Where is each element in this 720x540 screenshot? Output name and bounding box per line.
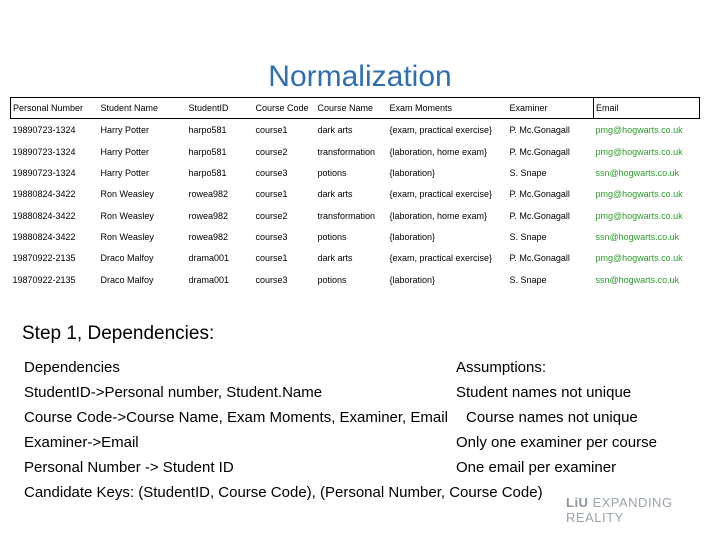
- email-cell[interactable]: ssn@hogwarts.co.uk: [595, 167, 680, 178]
- assumptions-label: Assumptions:: [456, 359, 547, 376]
- table-cell: 19880824-3422: [12, 231, 76, 242]
- table-cell: Harry Potter: [100, 124, 150, 135]
- table-cell: Harry Potter: [100, 146, 150, 157]
- assumption-item: Student names not unique: [456, 384, 632, 401]
- table-cell: Ron Weasley: [100, 210, 154, 221]
- table-cell: 19890723-1324: [12, 146, 76, 157]
- table-cell: dark arts: [317, 124, 353, 135]
- email-cell[interactable]: pmg@hogwarts.co.uk: [595, 210, 683, 221]
- email-cell[interactable]: pmg@hogwarts.co.uk: [595, 146, 683, 157]
- table-cell: 19870922-2135: [12, 274, 76, 285]
- table-cell: harpo581: [188, 124, 227, 135]
- table-cell: P. Mc.Gonagall: [509, 188, 570, 199]
- column-header: Email: [594, 98, 700, 119]
- table-cell: P. Mc.Gonagall: [509, 252, 570, 263]
- dependency-item: Course Code->Course Name, Exam Moments, Examiner, Email: [24, 409, 448, 426]
- liu-logo: [566, 495, 720, 525]
- column-header: Student Name: [100, 103, 159, 113]
- table-row: [11, 227, 700, 247]
- table-row: [11, 141, 700, 163]
- table-cell: transformation: [317, 210, 376, 221]
- email-cell[interactable]: pmg@hogwarts.co.uk: [595, 252, 683, 263]
- normalization-table: [10, 97, 700, 291]
- table-cell: P. Mc.Gonagall: [509, 210, 570, 221]
- table-cell: course1: [255, 252, 288, 263]
- table-cell: S. Snape: [509, 231, 547, 242]
- table-cell: harpo581: [188, 146, 227, 157]
- dependencies-label: Dependencies: [24, 359, 120, 376]
- table-cell: course2: [255, 210, 288, 221]
- table-cell: transformation: [317, 146, 376, 157]
- table-cell: P. Mc.Gonagall: [509, 124, 570, 135]
- table-cell: Ron Weasley: [100, 231, 154, 242]
- email-cell[interactable]: ssn@hogwarts.co.uk: [595, 274, 680, 285]
- table-header-row: [11, 98, 700, 119]
- assumption-item: Course names not unique: [466, 409, 638, 426]
- table-cell: S. Snape: [509, 274, 547, 285]
- assumption-item: Only one examiner per course: [456, 434, 657, 451]
- table-row: [11, 205, 700, 227]
- column-header: Personal Number: [13, 103, 84, 113]
- column-header: Course Name: [317, 103, 374, 113]
- table-cell: {laboration, home exam}: [389, 146, 488, 157]
- logo-text: EXPANDING REALITY: [566, 495, 673, 525]
- table-cell: Ron Weasley: [100, 188, 154, 199]
- column-header: StudentID: [188, 103, 229, 113]
- candidate-keys: Candidate Keys: (StudentID, Course Code), (Personal Number, Course Code): [24, 484, 543, 501]
- table-cell: {laboration}: [389, 274, 436, 285]
- dependency-item: Examiner->Email: [24, 434, 139, 451]
- table-cell: course2: [255, 146, 288, 157]
- table-cell: Draco Malfoy: [100, 274, 154, 285]
- logo-mark: LiU: [566, 495, 589, 510]
- table-cell: course3: [255, 167, 288, 178]
- table-cell: course3: [255, 231, 288, 242]
- table-row: [11, 163, 700, 183]
- column-header: Course Code: [255, 103, 309, 113]
- table-cell: course1: [255, 124, 288, 135]
- email-cell[interactable]: pmg@hogwarts.co.uk: [595, 124, 683, 135]
- table-row: [11, 119, 700, 141]
- assumption-item: One email per examiner: [456, 459, 617, 476]
- email-cell[interactable]: ssn@hogwarts.co.uk: [595, 231, 680, 242]
- table-cell: rowea982: [188, 210, 229, 221]
- table-row: [11, 247, 700, 269]
- table-cell: 19890723-1324: [12, 167, 76, 178]
- table-cell: Draco Malfoy: [100, 252, 154, 263]
- email-cell[interactable]: pmg@hogwarts.co.uk: [595, 188, 683, 199]
- table-cell: drama001: [188, 274, 230, 285]
- table-cell: dark arts: [317, 188, 353, 199]
- table-cell: 19880824-3422: [12, 188, 76, 199]
- table-cell: course3: [255, 274, 288, 285]
- table-row: [11, 183, 700, 205]
- column-header: Examiner: [509, 103, 548, 113]
- table-cell: 19880824-3422: [12, 210, 76, 221]
- dependency-item: Personal Number -> Student ID: [24, 459, 234, 476]
- table-cell: 19870922-2135: [12, 252, 76, 263]
- table-cell: potions: [317, 274, 347, 285]
- table-cell: course1: [255, 188, 288, 199]
- table-cell: {laboration}: [389, 231, 436, 242]
- table-cell: {exam, practical exercise}: [389, 188, 493, 199]
- table-cell: 19890723-1324: [12, 124, 76, 135]
- dependency-item: StudentID->Personal number, Student.Name: [24, 384, 323, 401]
- table-cell: dark arts: [317, 252, 353, 263]
- column-header: Exam Moments: [389, 103, 453, 113]
- table-cell: rowea982: [188, 231, 229, 242]
- table-cell: P. Mc.Gonagall: [509, 146, 570, 157]
- table-cell: S. Snape: [509, 167, 547, 178]
- table-cell: drama001: [188, 252, 230, 263]
- table-cell: potions: [317, 231, 347, 242]
- table-cell: {exam, practical exercise}: [389, 124, 493, 135]
- table-cell: harpo581: [188, 167, 227, 178]
- step-heading: Step 1, Dependencies:: [22, 323, 215, 344]
- table-cell: rowea982: [188, 188, 229, 199]
- table-cell: Harry Potter: [100, 167, 150, 178]
- table-cell: {exam, practical exercise}: [389, 252, 493, 263]
- table-cell: potions: [317, 167, 347, 178]
- slide-title: Normalization: [268, 60, 452, 93]
- table-cell: {laboration, home exam}: [389, 210, 488, 221]
- table-row: [11, 269, 700, 291]
- table-cell: {laboration}: [389, 167, 436, 178]
